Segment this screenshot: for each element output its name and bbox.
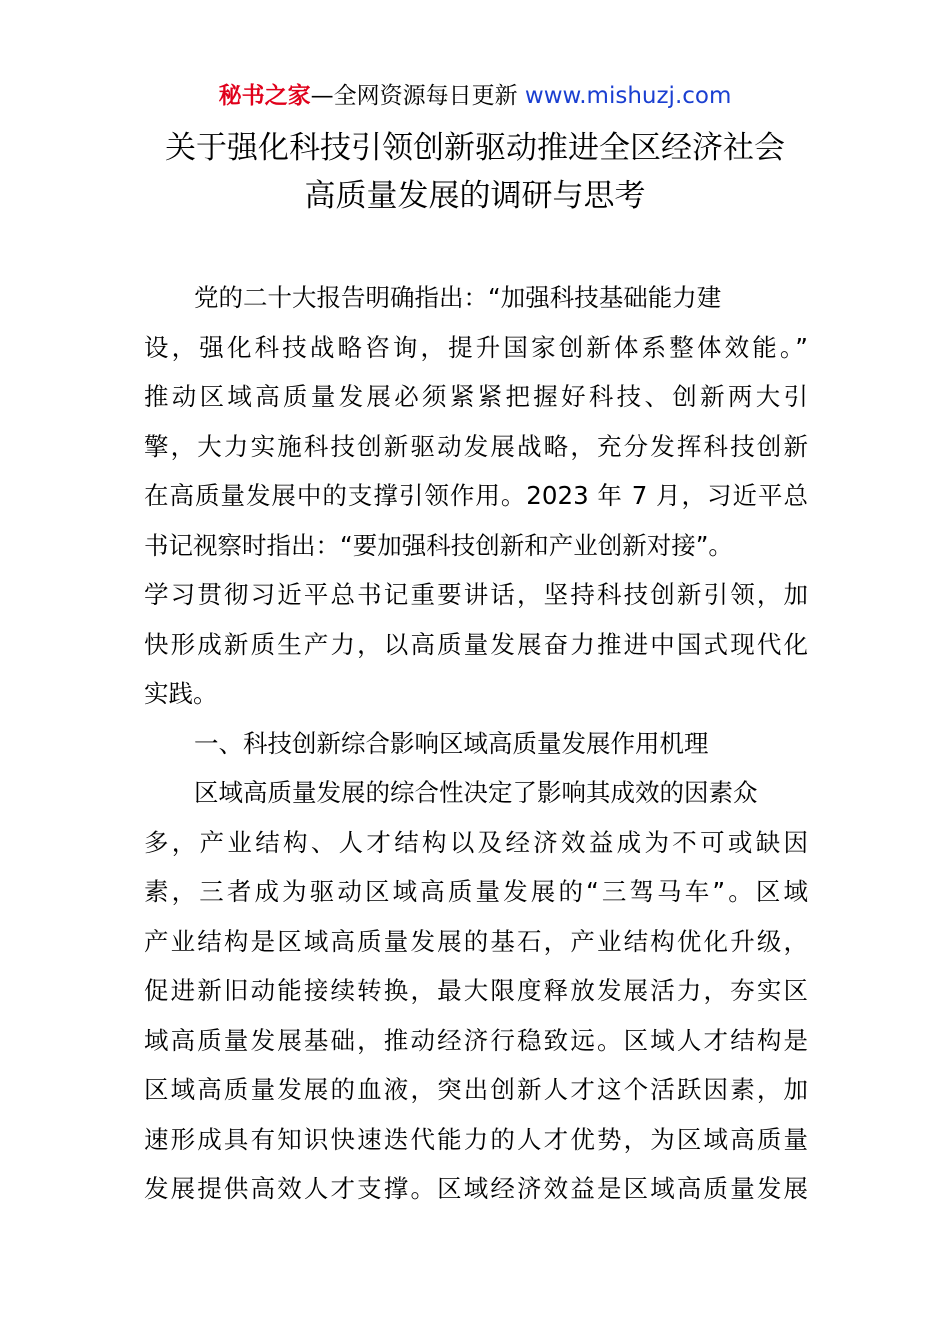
section-heading-1: 一、科技创新综合影响区域高质量发展作用机理 — [194, 728, 709, 758]
body-line-6: 书记视察时指出：“要加强科技创新和产业创新对接”。 — [144, 530, 733, 560]
site-header — [0, 80, 950, 112]
body-line-8: 快形成新质生产力，以高质量发展奋力推进中国式现代化 — [144, 629, 808, 659]
body-line-11: 区域高质量发展的综合性决定了影响其成效的因素众 — [194, 778, 758, 807]
body-line-1: 党的二十大报告明确指出：“加强科技基础能力建 — [194, 283, 722, 312]
header-tagline: —全网资源每日更新 — [310, 83, 525, 109]
body-line-4: 擎，大力实施科技创新驱动发展战略，充分发挥科技创新 — [144, 431, 808, 461]
body-line-15: 促进新旧动能接续转换，最大限度释放发展活力，夯实区 — [144, 976, 808, 1005]
body-line-14: 产业结构是区域高质量发展的基石，产业结构优化升级， — [144, 926, 808, 956]
body-line-12: 多，产业结构、人才结构以及经济效益成为不可或缺因 — [144, 827, 808, 857]
body-line-3: 推动区域高质量发展必须紧紧把握好科技、创新两大引 — [144, 382, 808, 411]
brand-name: 秘书之家 — [218, 83, 311, 109]
title-line-2: 高质量发展的调研与思考 — [304, 178, 646, 214]
body-line-2: 设，强化科技战略咨询，提升国家创新体系整体效能。” — [144, 332, 808, 362]
title-line-1: 关于强化科技引领创新驱动推进全区经济社会 — [165, 130, 785, 166]
site-url-link[interactable]: www.mishuzj.com — [524, 83, 732, 109]
document-body — [144, 273, 808, 1214]
body-line-5: 在高质量发展中的支撑引领作用。2023 年 7 月，习近平总 — [144, 481, 808, 510]
body-line-19: 发展提供高效人才支撑。区域经济效益是区域高质量发展 — [144, 1174, 808, 1203]
body-line-17: 区域高质量发展的血液，突出创新人才这个活跃因素，加 — [144, 1075, 808, 1104]
body-line-16: 域高质量发展基础，推动经济行稳致远。区域人才结构是 — [144, 1025, 808, 1055]
body-line-13: 素，三者成为驱动区域高质量发展的“三驾马车”。区域 — [144, 877, 808, 906]
body-line-18: 速形成具有知识快速迭代能力的人才优势，为区域高质量 — [144, 1124, 808, 1154]
document-title — [0, 124, 950, 220]
body-line-9: 实践。 — [144, 679, 218, 708]
body-line-7: 学习贯彻习近平总书记重要讲话，坚持科技创新引领，加 — [144, 580, 808, 609]
